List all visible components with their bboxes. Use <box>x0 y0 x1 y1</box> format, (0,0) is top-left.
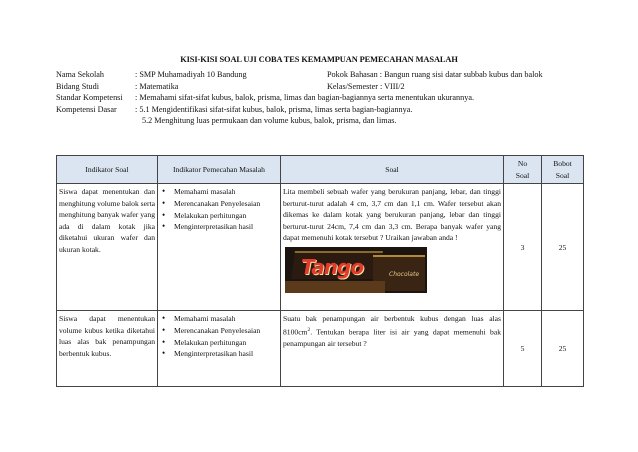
table-row <box>57 184 584 311</box>
header-soal: Soal <box>281 156 504 184</box>
bidang-studi-label: Bidang Studi <box>56 81 99 91</box>
kompetensi-dasar-value-2: 5.2 Menghitung luas permukaan dan volume kubus, balok, prisma, dan limas. <box>142 116 397 126</box>
bidang-studi-value: : Matematika <box>135 81 179 91</box>
nama-sekolah-value: : SMP Muhamadiyah 10 Bandung <box>135 70 247 79</box>
row1-soal-text: Lita membeli sebuah wafer yang berukuran panjang, lebar, dan tinggi berturut-turut adalah 4 cm, 3,7 cm dan 1,1 cm. Wafer tersebut akan dikemas ke dalam kotak yang berukuran panjang, lebar dan tinggi berturut-turut 24cm, 7,4 cm dan 3,3 cm. Berapa banyak wafer yang dapat memenuhi kotak tersebut ? Uraikan jawaban anda ! <box>283 187 501 243</box>
nama-sekolah-label: Nama Sekolah <box>56 70 104 79</box>
row1-indikator-soal: Siswa dapat menentukan dan menghitung volume balok serta menghitung banyak wafer yang ada di dalam kotak jika diketahui ukuran wafer dan ukuran kotak. <box>57 184 158 311</box>
header-bobot-soal <box>542 156 584 184</box>
row1-soal <box>281 184 504 311</box>
list-item: • Memahami masalah <box>174 186 278 198</box>
kompetensi-dasar-value-1: : 5.1 Mengidentifikasi sifat-sifat kubus, balok, prisma, limas serta bagian-bagiannya. <box>135 104 413 114</box>
pokok-bahasan: Pokok Bahasan : Bangun ruang sisi datar subbab kubus dan balok <box>327 70 543 79</box>
document-title: KISI-KISI SOAL UJI COBA TES KEMAMPUAN PEMECAHAN MASALAH <box>180 55 458 64</box>
row1-no-soal: 3 <box>504 184 542 311</box>
list-item: • Merencanakan Penyelesaian <box>174 325 278 337</box>
row2-soal <box>281 311 504 387</box>
standar-kompetensi-label: Standar Kompetensi <box>56 93 123 103</box>
table-header-row <box>57 156 584 184</box>
row2-soal-superscript: 2 <box>307 326 311 333</box>
header-indikator-soal: Indikator Soal <box>57 156 158 184</box>
header-indikator-pemecahan-masalah: Indikator Pemecahan Masalah <box>158 156 281 184</box>
row2-soal-part1: Suatu bak penampungan air berbentuk kubus dengan luas alas 8100cm <box>283 314 501 337</box>
tango-wafer-image <box>285 247 427 293</box>
kompetensi-dasar-label: Kompetensi Dasar <box>56 104 117 114</box>
kelas-semester: Kelas/Semester : VIII/2 <box>327 81 405 91</box>
row1-bobot: 25 <box>542 184 584 311</box>
list-item: • Melakukan perhitungan <box>174 210 278 222</box>
row2-bobot: 25 <box>542 311 584 387</box>
row2-no-soal: 5 <box>504 311 542 387</box>
metadata-block <box>56 69 616 129</box>
header-no-soal-line2: Soal <box>515 171 530 180</box>
kisi-kisi-table <box>56 155 584 387</box>
list-item: • Memahami masalah <box>174 313 278 325</box>
tango-chocolate-text: Chocolate <box>389 270 420 278</box>
row2-indikator-pm <box>158 311 281 387</box>
row2-soal-part2: . Tentukan berapa liter isi air yang dapat memenuhi bak penampungan air tersebut ? <box>283 327 501 348</box>
list-item: • Melakukan perhitungan <box>174 337 278 349</box>
header-bobot-line1: Bobot <box>553 159 572 168</box>
table-row <box>57 311 584 387</box>
header-no-soal-line1: No <box>517 159 528 168</box>
row1-indikator-pm <box>158 184 281 311</box>
row2-indikator-soal: Siswa dapat menentukan volume kubus ketika diketahui luas alas bak penampungan berbentuk kubus. <box>57 311 158 387</box>
list-item: • Menginterpretasikan hasil <box>174 221 278 233</box>
tango-logo-text: Tango <box>301 254 364 279</box>
standar-kompetensi-value: : Memahami sifat-sifat kubus, balok, prisma, limas dan bagian-bagiannya serta menentukan ukurannya. <box>135 93 475 103</box>
list-item: • Merencanakan Penyelesaian <box>174 198 278 210</box>
header-no-soal <box>504 156 542 184</box>
list-item: • Menginterpretasikan hasil <box>174 348 278 360</box>
header-bobot-line2: Soal <box>555 171 570 180</box>
